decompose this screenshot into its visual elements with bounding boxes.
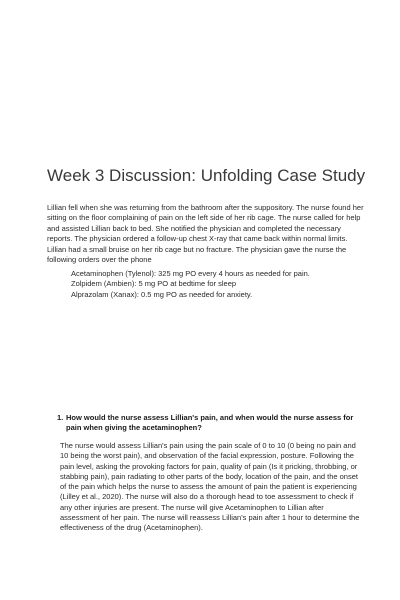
question-text: How would the nurse assess Lillian's pain, and when would the nurse assess for pain when giving the acetaminophen? [66,413,354,432]
intro-paragraph: Lillian fell when she was returning from the bathroom after the suppository. The nurse found her sitting on the floor complaining of pain on the left side of her rib cage. The nurse called for help and assisted Lillian back to bed. She notified the physician and completed the necessary reports. The physician ordered a follow-up chest X-ray that came back within normal limits. Lillian had a small bruise on her rib cage but no fracture. The physician gave the nurse the following orders over the phone [47,203,364,265]
question-1 [57,413,357,433]
order-item-acetaminophen: Acetaminophen (Tylenol): 325 mg PO every 4 hours as needed for pain. [71,269,310,278]
question-number: 1. [57,413,64,422]
page-title: Week 3 Discussion: Unfolding Case Study [47,166,366,185]
physician-orders-list [71,269,361,300]
order-item-zolpidem: Zolpidem (Ambien): 5 mg PO at bedtime for sleep [71,279,237,289]
answer-paragraph: The nurse would assess Lillian's pain using the pain scale of 0 to 10 (0 being no pain and 10 being the worst pain), and observation of the facial expression, posture. Following the pain level, asking the provoking factors for pain, quality of pain (Is it pricking, throbbing, or stabbing pain), pain radiating to other parts of the body, location of the pain, and the onset of the pain which helps the nurse to assess the amount of pain the patient is experiencing (Lilley et al., 2020). The nurse will also do a thorough head to toe assessment to check if any other injuries are present. The nurse will give Acetaminophen to Lillian after assessment of her pain. The nurse will reassess Lillian's pain after 1 hour to determine the effectiveness of the drug (Acetaminophen). [60,441,360,533]
order-item-alprazolam: Alprazolam (Xanax): 0.5 mg PO as needed for anxiety. [71,289,253,299]
